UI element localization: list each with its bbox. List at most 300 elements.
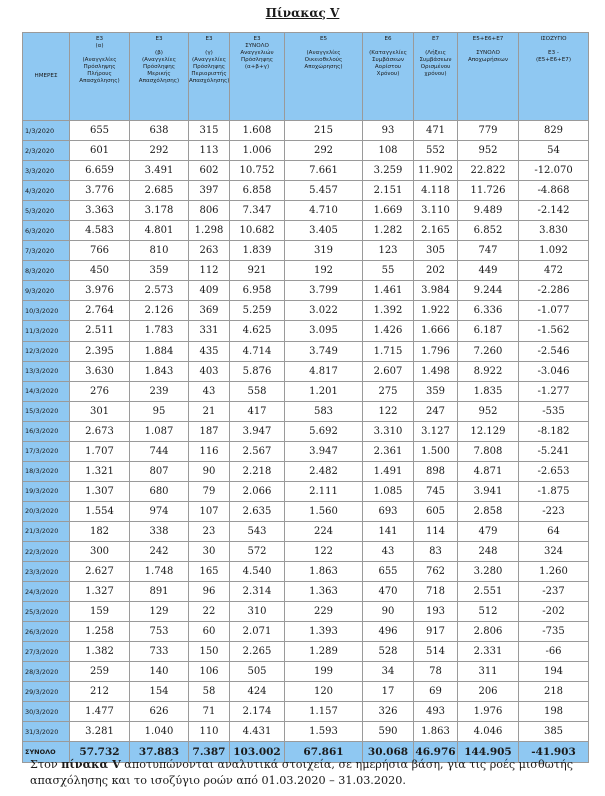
column-header-line: (α) (95, 43, 104, 49)
value-cell-e5: 4.710 (285, 201, 363, 221)
date-cell: 8/3/2020 (23, 261, 70, 281)
date-cell: 28/3/2020 (23, 662, 70, 682)
column-header-line: Ορισμένου (420, 64, 451, 70)
value-cell-e3c: 397 (189, 181, 230, 201)
table-row (23, 662, 589, 682)
column-header-e567 (458, 33, 519, 121)
value-cell-e3b: 1.040 (130, 722, 189, 742)
value-cell-e3c: 263 (189, 241, 230, 261)
value-cell-e567: 479 (458, 521, 519, 541)
value-cell-e7: 11.902 (414, 161, 458, 181)
total-cell-e5: 67.861 (285, 742, 363, 762)
value-cell-balance: -535 (519, 401, 589, 421)
value-cell-balance: -1.277 (519, 381, 589, 401)
table-row (23, 722, 589, 742)
value-cell-e567: 22.822 (458, 161, 519, 181)
value-cell-e5: 1.201 (285, 381, 363, 401)
header-row (23, 33, 589, 121)
table-caption (30, 757, 600, 788)
value-cell-e3b: 129 (130, 602, 189, 622)
date-cell: 27/3/2020 (23, 642, 70, 662)
caption-text-end: αποτυπώνονται αναλυτικά στοιχεία, σε ημερήσια βάση, για τις ροές μισθωτής απασχόλησης και το ισοζύγιο ροών από 01.03.2020 – 31.03.2020. (30, 758, 573, 787)
value-cell-e3c: 806 (189, 201, 230, 221)
column-header-e7 (414, 33, 458, 121)
value-cell-e3b: 744 (130, 441, 189, 461)
value-cell-e7: 552 (414, 141, 458, 161)
value-cell-e3sum: 4.540 (230, 562, 285, 582)
column-header-line: Αορίστου (374, 64, 402, 70)
value-cell-e5: 319 (285, 241, 363, 261)
value-cell-e3sum: 543 (230, 521, 285, 541)
value-cell-e3b: 626 (130, 702, 189, 722)
value-cell-balance: -5.241 (519, 441, 589, 461)
value-cell-e3c: 1.298 (189, 221, 230, 241)
value-cell-e7: 83 (414, 541, 458, 561)
column-header-line: ΣΥΝΟΛΟ (245, 43, 269, 49)
value-cell-e3b: 3.491 (130, 161, 189, 181)
value-cell-e3c: 79 (189, 481, 230, 501)
value-cell-e3sum: 4.625 (230, 321, 285, 341)
value-cell-e7: 193 (414, 602, 458, 622)
value-cell-e3c: 116 (189, 441, 230, 461)
column-header-line: Ε6 (384, 36, 392, 42)
date-cell: 7/3/2020 (23, 241, 70, 261)
value-cell-e567: 3.941 (458, 481, 519, 501)
value-cell-e3sum: 505 (230, 662, 285, 682)
value-cell-e7: 917 (414, 622, 458, 642)
value-cell-e5: 1.593 (285, 722, 363, 742)
value-cell-e7: 78 (414, 662, 458, 682)
table-row (23, 682, 589, 702)
value-cell-e6: 2.361 (363, 441, 414, 461)
value-cell-e7: 305 (414, 241, 458, 261)
value-cell-e567: 311 (458, 662, 519, 682)
value-cell-e7: 2.165 (414, 221, 458, 241)
value-cell-e3sum: 2.066 (230, 481, 285, 501)
value-cell-e3sum: 4.714 (230, 341, 285, 361)
table-row (23, 321, 589, 341)
value-cell-e3a: 3.776 (70, 181, 130, 201)
date-cell: 23/3/2020 (23, 562, 70, 582)
column-header-line: Συμβάσεων (372, 57, 404, 63)
value-cell-e567: 12.129 (458, 421, 519, 441)
value-cell-e5: 1.560 (285, 501, 363, 521)
value-cell-e3sum: 5.876 (230, 361, 285, 381)
value-cell-e7: 247 (414, 401, 458, 421)
value-cell-e6: 122 (363, 401, 414, 421)
value-cell-balance: 324 (519, 541, 589, 561)
value-cell-e3a: 1.327 (70, 582, 130, 602)
value-cell-e6: 590 (363, 722, 414, 742)
employment-flows-table (22, 32, 589, 763)
date-cell: 21/3/2020 (23, 521, 70, 541)
value-cell-e6: 326 (363, 702, 414, 722)
value-cell-e3b: 891 (130, 582, 189, 602)
column-header-e6 (363, 33, 414, 121)
table-row (23, 281, 589, 301)
value-cell-e567: 1.976 (458, 702, 519, 722)
date-cell: 3/3/2020 (23, 161, 70, 181)
value-cell-e3b: 1.843 (130, 361, 189, 381)
value-cell-e3a: 3.363 (70, 201, 130, 221)
table-row (23, 461, 589, 481)
value-cell-e3c: 71 (189, 702, 230, 722)
column-header-line: Αποχωρήσεων (467, 57, 508, 63)
value-cell-e3sum: 5.259 (230, 301, 285, 321)
value-cell-e3a: 2.395 (70, 341, 130, 361)
table-title: Πίνακας V (265, 6, 340, 20)
date-cell: 22/3/2020 (23, 541, 70, 561)
table-row (23, 201, 589, 221)
table-row (23, 481, 589, 501)
value-cell-e5: 1.157 (285, 702, 363, 722)
value-cell-e6: 141 (363, 521, 414, 541)
table-row (23, 642, 589, 662)
value-cell-e567: 2.331 (458, 642, 519, 662)
value-cell-e3a: 3.281 (70, 722, 130, 742)
value-cell-e5: 1.289 (285, 642, 363, 662)
column-header-line: Ε3 (155, 36, 163, 42)
value-cell-e3b: 154 (130, 682, 189, 702)
value-cell-e5: 292 (285, 141, 363, 161)
table-row (23, 421, 589, 441)
column-header-line: Αναγγελιών (240, 50, 274, 56)
table-row (23, 582, 589, 602)
value-cell-e567: 9.244 (458, 281, 519, 301)
value-cell-e3sum: 10.682 (230, 221, 285, 241)
value-cell-e6: 93 (363, 121, 414, 141)
value-cell-e3sum: 310 (230, 602, 285, 622)
value-cell-e567: 952 (458, 141, 519, 161)
table-row (23, 521, 589, 541)
value-cell-e6: 1.715 (363, 341, 414, 361)
value-cell-e3a: 1.477 (70, 702, 130, 722)
column-header-line: Ε3 (253, 36, 261, 42)
column-header-line (285, 43, 362, 50)
value-cell-balance: 198 (519, 702, 589, 722)
value-cell-e5: 199 (285, 662, 363, 682)
table-row (23, 121, 589, 141)
value-cell-e6: 1.491 (363, 461, 414, 481)
value-cell-e7: 3.127 (414, 421, 458, 441)
value-cell-e3sum: 1.608 (230, 121, 285, 141)
value-cell-e3a: 1.258 (70, 622, 130, 642)
value-cell-e3b: 239 (130, 381, 189, 401)
date-cell: 5/3/2020 (23, 201, 70, 221)
value-cell-balance: 218 (519, 682, 589, 702)
value-cell-e7: 1.863 (414, 722, 458, 742)
value-cell-balance: -735 (519, 622, 589, 642)
value-cell-e5: 3.405 (285, 221, 363, 241)
value-cell-e7: 605 (414, 501, 458, 521)
column-header-line: χρόνου) (424, 71, 447, 77)
value-cell-e567: 206 (458, 682, 519, 702)
column-header-line (189, 43, 229, 50)
value-cell-e3a: 2.511 (70, 321, 130, 341)
value-cell-e567: 2.806 (458, 622, 519, 642)
date-cell: 9/3/2020 (23, 281, 70, 301)
table-row (23, 501, 589, 521)
table-row (23, 381, 589, 401)
value-cell-e7: 4.118 (414, 181, 458, 201)
value-cell-e3b: 1.087 (130, 421, 189, 441)
total-cell-e3c: 7.387 (189, 742, 230, 762)
value-cell-e3b: 2.126 (130, 301, 189, 321)
column-header-line: (Καταγγελίες (369, 50, 407, 56)
value-cell-balance: -223 (519, 501, 589, 521)
value-cell-e7: 1.500 (414, 441, 458, 461)
column-header-line: Απασχόλησης) (189, 78, 230, 84)
value-cell-balance: 829 (519, 121, 589, 141)
value-cell-balance: -2.142 (519, 201, 589, 221)
value-cell-e3b: 2.685 (130, 181, 189, 201)
value-cell-e6: 2.151 (363, 181, 414, 201)
value-cell-e3sum: 921 (230, 261, 285, 281)
value-cell-balance: 385 (519, 722, 589, 742)
value-cell-e3a: 259 (70, 662, 130, 682)
value-cell-e567: 1.835 (458, 381, 519, 401)
value-cell-e6: 43 (363, 541, 414, 561)
caption-table-ref: πίνακα V (61, 757, 121, 771)
total-cell-e567: 144.905 (458, 742, 519, 762)
value-cell-e3a: 3.630 (70, 361, 130, 381)
value-cell-e3sum: 2.567 (230, 441, 285, 461)
value-cell-e6: 1.669 (363, 201, 414, 221)
date-cell: 14/3/2020 (23, 381, 70, 401)
date-cell: 20/3/2020 (23, 501, 70, 521)
value-cell-e567: 7.260 (458, 341, 519, 361)
value-cell-e3b: 753 (130, 622, 189, 642)
column-header-line: ΣΥΝΟΛΟ (476, 50, 500, 56)
column-header-line (519, 43, 588, 50)
value-cell-e3sum: 6.958 (230, 281, 285, 301)
value-cell-e3b: 1.884 (130, 341, 189, 361)
table-row (23, 541, 589, 561)
total-cell-e6: 30.068 (363, 742, 414, 762)
value-cell-e3c: 113 (189, 141, 230, 161)
table-row (23, 141, 589, 161)
column-header-e3a (70, 33, 130, 121)
value-cell-e3b: 733 (130, 642, 189, 662)
table-row (23, 562, 589, 582)
table-row (23, 301, 589, 321)
value-cell-e5: 1.363 (285, 582, 363, 602)
column-header-line: (β) (155, 50, 163, 56)
value-cell-e5: 7.661 (285, 161, 363, 181)
value-cell-e3b: 292 (130, 141, 189, 161)
value-cell-e3b: 338 (130, 521, 189, 541)
value-cell-e3c: 331 (189, 321, 230, 341)
value-cell-e6: 1.392 (363, 301, 414, 321)
column-header-line: (Αναγγελίες (82, 57, 117, 63)
value-cell-e6: 55 (363, 261, 414, 281)
value-cell-e3sum: 1.839 (230, 241, 285, 261)
date-cell: 16/3/2020 (23, 421, 70, 441)
value-cell-e6: 275 (363, 381, 414, 401)
value-cell-e567: 6.187 (458, 321, 519, 341)
date-cell: 11/3/2020 (23, 321, 70, 341)
value-cell-e5: 3.799 (285, 281, 363, 301)
value-cell-e7: 3.110 (414, 201, 458, 221)
value-cell-balance: -1.077 (519, 301, 589, 321)
date-cell: 6/3/2020 (23, 221, 70, 241)
value-cell-balance: 472 (519, 261, 589, 281)
column-header-line: Πρόσληψης (142, 64, 176, 70)
value-cell-e7: 898 (414, 461, 458, 481)
value-cell-e3a: 6.659 (70, 161, 130, 181)
value-cell-e3b: 140 (130, 662, 189, 682)
column-header-line: ΙΣΟΖΥΓΙΟ (540, 36, 567, 42)
value-cell-e7: 762 (414, 562, 458, 582)
value-cell-e3sum: 2.635 (230, 501, 285, 521)
value-cell-e5: 2.482 (285, 461, 363, 481)
value-cell-e7: 359 (414, 381, 458, 401)
value-cell-e3sum: 4.431 (230, 722, 285, 742)
value-cell-e3b: 638 (130, 121, 189, 141)
value-cell-e3b: 2.573 (130, 281, 189, 301)
value-cell-e3c: 107 (189, 501, 230, 521)
value-cell-balance: -4.868 (519, 181, 589, 201)
column-header-line (458, 43, 518, 50)
value-cell-e5: 5.457 (285, 181, 363, 201)
table-row (23, 702, 589, 722)
value-cell-balance: -2.653 (519, 461, 589, 481)
value-cell-e567: 6.336 (458, 301, 519, 321)
value-cell-e3c: 96 (189, 582, 230, 602)
column-header-days (23, 33, 70, 121)
value-cell-e3b: 974 (130, 501, 189, 521)
value-cell-e567: 952 (458, 401, 519, 421)
value-cell-e3sum: 2.314 (230, 582, 285, 602)
value-cell-e6: 1.426 (363, 321, 414, 341)
value-cell-e7: 718 (414, 582, 458, 602)
value-cell-e3a: 159 (70, 602, 130, 622)
value-cell-balance: -202 (519, 602, 589, 622)
value-cell-e567: 512 (458, 602, 519, 622)
value-cell-e3b: 1.748 (130, 562, 189, 582)
date-cell: 17/3/2020 (23, 441, 70, 461)
value-cell-e3a: 182 (70, 521, 130, 541)
table-row (23, 161, 589, 181)
value-cell-e3c: 187 (189, 421, 230, 441)
column-header-line: Ε3 - (548, 50, 559, 56)
value-cell-e567: 2.858 (458, 501, 519, 521)
value-cell-e3c: 403 (189, 361, 230, 381)
value-cell-e7: 514 (414, 642, 458, 662)
column-header-line: Μερικής (147, 71, 171, 77)
value-cell-e5: 2.111 (285, 481, 363, 501)
value-cell-e3b: 810 (130, 241, 189, 261)
value-cell-e3a: 1.321 (70, 461, 130, 481)
table-row (23, 341, 589, 361)
value-cell-e3sum: 6.858 (230, 181, 285, 201)
date-cell: 13/3/2020 (23, 361, 70, 381)
value-cell-e3sum: 424 (230, 682, 285, 702)
date-cell: 18/3/2020 (23, 461, 70, 481)
value-cell-e3c: 23 (189, 521, 230, 541)
value-cell-e3a: 1.554 (70, 501, 130, 521)
value-cell-e567: 11.726 (458, 181, 519, 201)
value-cell-e6: 3.310 (363, 421, 414, 441)
value-cell-e3c: 315 (189, 121, 230, 141)
total-cell-e3b: 37.883 (130, 742, 189, 762)
value-cell-e6: 2.607 (363, 361, 414, 381)
value-cell-e5: 224 (285, 521, 363, 541)
column-header-line (414, 43, 457, 50)
value-cell-e3c: 435 (189, 341, 230, 361)
value-cell-e3c: 90 (189, 461, 230, 481)
value-cell-e7: 69 (414, 682, 458, 702)
column-header-line (130, 43, 188, 50)
column-header-line: Ε3 (205, 36, 213, 42)
value-cell-e567: 747 (458, 241, 519, 261)
value-cell-e5: 3.947 (285, 441, 363, 461)
value-cell-e7: 471 (414, 121, 458, 141)
total-label: ΣΥΝΟΛΟ (23, 742, 70, 762)
value-cell-balance: 1.260 (519, 562, 589, 582)
value-cell-e567: 4.871 (458, 461, 519, 481)
value-cell-e3sum: 2.218 (230, 461, 285, 481)
value-cell-e567: 2.551 (458, 582, 519, 602)
value-cell-e6: 108 (363, 141, 414, 161)
table-row (23, 181, 589, 201)
value-cell-e5: 120 (285, 682, 363, 702)
value-cell-e5: 5.692 (285, 421, 363, 441)
column-header-line: Συμβάσεων (419, 57, 452, 63)
value-cell-balance: -8.182 (519, 421, 589, 441)
column-header-e3sum (230, 33, 285, 121)
value-cell-e6: 655 (363, 562, 414, 582)
value-cell-balance: -1.562 (519, 321, 589, 341)
column-header-line: Περιοριστής (191, 71, 227, 77)
column-header-line: Ε5+Ε6+Ε7 (472, 36, 504, 42)
value-cell-e3b: 807 (130, 461, 189, 481)
value-cell-balance: -12.070 (519, 161, 589, 181)
value-cell-e3b: 242 (130, 541, 189, 561)
value-cell-e3b: 95 (130, 401, 189, 421)
value-cell-e3a: 2.627 (70, 562, 130, 582)
column-header-line: Πλήρους (87, 71, 112, 77)
total-cell-e3sum: 103.002 (230, 742, 285, 762)
table-row (23, 401, 589, 421)
value-cell-e3c: 30 (189, 541, 230, 561)
value-cell-e3b: 3.178 (130, 201, 189, 221)
value-cell-e3c: 22 (189, 602, 230, 622)
column-header-line: Ε7 (431, 36, 440, 42)
value-cell-e3a: 1.307 (70, 481, 130, 501)
value-cell-e3b: 4.801 (130, 221, 189, 241)
value-cell-e6: 1.085 (363, 481, 414, 501)
value-cell-e5: 122 (285, 541, 363, 561)
value-cell-e3a: 1.707 (70, 441, 130, 461)
value-cell-e3sum: 3.947 (230, 421, 285, 441)
column-header-line: (Αναγγελίες (192, 57, 226, 63)
value-cell-e3c: 60 (189, 622, 230, 642)
column-header-e3c (189, 33, 230, 121)
value-cell-e3c: 150 (189, 642, 230, 662)
value-cell-e7: 1.922 (414, 301, 458, 321)
value-cell-e3sum: 10.752 (230, 161, 285, 181)
value-cell-e7: 1.498 (414, 361, 458, 381)
value-cell-e3c: 106 (189, 662, 230, 682)
column-header-e5 (285, 33, 363, 121)
value-cell-e3a: 301 (70, 401, 130, 421)
value-cell-balance: -3.046 (519, 361, 589, 381)
value-cell-e3c: 43 (189, 381, 230, 401)
value-cell-balance: -66 (519, 642, 589, 662)
column-header-line (70, 50, 129, 57)
date-cell: 25/3/2020 (23, 602, 70, 622)
